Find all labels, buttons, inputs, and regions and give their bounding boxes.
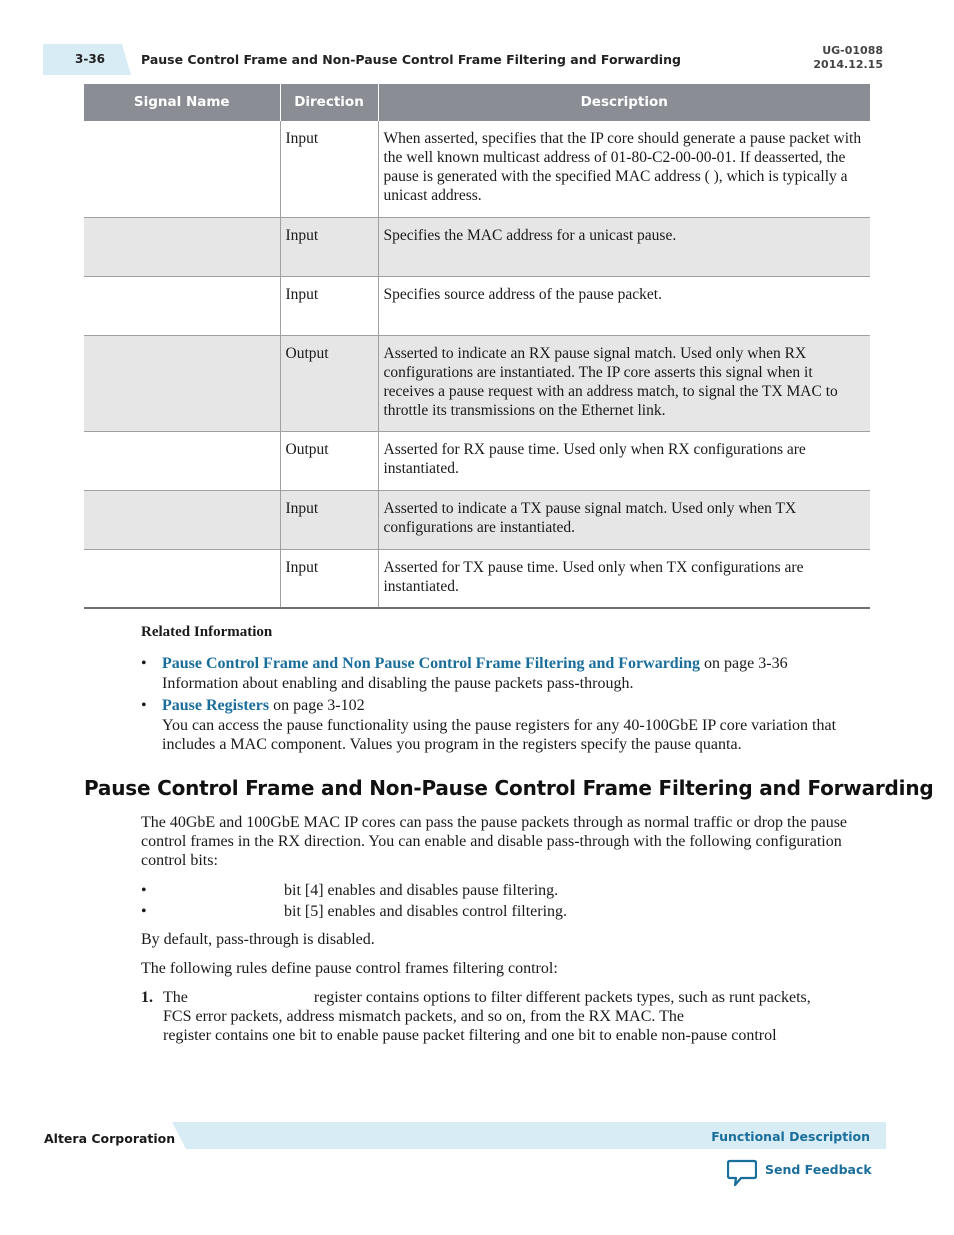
cell-direction: Input [280, 490, 378, 549]
table-row [84, 217, 870, 276]
page-number: 3-36 [75, 52, 106, 66]
col-header-description: Description [378, 84, 870, 121]
section-heading: Pause Control Frame and Non-Pause Control Frame Filtering and Forwarding [84, 776, 934, 800]
cell-description: Specifies the MAC address for a unicast pause. [378, 217, 870, 276]
doc-id: UG-01088 [822, 44, 883, 57]
send-feedback-link[interactable]: Send Feedback [765, 1162, 872, 1177]
bit-desc: bit [4] enables and disables pause filtering. [284, 882, 559, 899]
link-page-ref: on page 3-36 [700, 655, 788, 672]
cell-signal [84, 549, 280, 608]
rule-text [163, 988, 861, 1045]
rules-intro: The following rules define pause control frames filtering control: [141, 960, 558, 977]
rule-text-line: register contains one bit to enable pause packet filtering and one bit to enable non-pause control [163, 1027, 777, 1044]
list-item [141, 654, 861, 693]
cell-direction: Input [280, 549, 378, 608]
list-item [141, 696, 861, 755]
related-info-list [141, 654, 861, 755]
table-row [84, 431, 870, 490]
table-row [84, 490, 870, 549]
running-title: Pause Control Frame and Non-Pause Control Frame Filtering and Forwarding [141, 52, 681, 67]
cell-signal [84, 217, 280, 276]
table-row [84, 335, 870, 431]
bullet-icon: • [141, 882, 147, 899]
section-intro: The 40GbE and 100GbE MAC IP cores can pass the pause packets through as normal traffic or drop the pause control frames in the RX direction. You can enable and disable pass-through with the following configuration control bits: [141, 814, 848, 869]
cell-signal [84, 121, 280, 217]
link-pause-filtering[interactable]: Pause Control Frame and Non Pause Control Frame Filtering and Forwarding [162, 655, 701, 672]
cell-signal [84, 490, 280, 549]
bullet-icon: • [141, 697, 147, 714]
cell-direction: Output [280, 431, 378, 490]
cell-signal [84, 431, 280, 490]
cell-direction: Output [280, 335, 378, 431]
list-item [141, 880, 861, 901]
cell-direction: Input [280, 276, 378, 335]
cell-direction: Input [280, 121, 378, 217]
cell-description: Asserted for RX pause time. Used only when RX configurations are instantiated. [378, 431, 870, 490]
cell-description: Specifies source address of the pause packet. [378, 276, 870, 335]
cell-signal [84, 276, 280, 335]
col-header-direction: Direction [280, 84, 378, 121]
cell-signal [84, 335, 280, 431]
link-pause-registers[interactable]: Pause Registers [162, 697, 270, 714]
config-bits-list [141, 880, 861, 922]
cell-description: Asserted for TX pause time. Used only when TX configurations are instantiated. [378, 549, 870, 608]
cell-description: Asserted to indicate a TX pause signal match. Used only when TX configurations are instantiated. [378, 490, 870, 549]
chapter-link[interactable]: Functional Description [711, 1129, 870, 1144]
table-row [84, 276, 870, 335]
list-item [141, 901, 861, 922]
table-row [84, 549, 870, 608]
company-name: Altera Corporation [44, 1131, 176, 1146]
signal-table [84, 84, 870, 609]
feedback-icon[interactable] [727, 1159, 757, 1187]
doc-date: 2014.12.15 [813, 58, 883, 71]
default-note: By default, pass-through is disabled. [141, 931, 375, 948]
list-number: 1. [141, 989, 153, 1006]
bullet-icon: • [141, 903, 147, 920]
cell-description: Asserted to indicate an RX pause signal match. Used only when RX configurations are instantiated. The IP core asserts this signal when it receives a pause request with an address match, to signal the TX MAC to throttle its transmissions on the Ethernet link. [378, 335, 870, 431]
rules-list [141, 988, 861, 1045]
rule-text-line: FCS error packets, address mismatch packets, and so on, from the RX MAC. The [163, 1008, 684, 1025]
rule-text-part: The [163, 989, 188, 1006]
related-desc: You can access the pause functionality using the pause registers for any 40-100GbE IP core variation that includes a MAC component. Values you program in the registers specify the pause quanta. [162, 716, 837, 753]
cell-description: When asserted, specifies that the IP core should generate a pause packet with the well known multicast address of 01-80-C2-00-00-01. If deasserted, the pause is generated with the specified MAC address ( ), which is typically a unicast address. [378, 121, 870, 217]
bullet-icon: • [141, 655, 147, 672]
cell-direction: Input [280, 217, 378, 276]
related-info-heading: Related Information [141, 624, 273, 640]
bit-desc: bit [5] enables and disables control filtering. [284, 903, 568, 920]
rule-text-part: register contains options to filter different packets types, such as runt packets, [313, 989, 811, 1006]
table-header-row [84, 84, 870, 121]
doc-info [813, 44, 883, 72]
link-page-ref: on page 3-102 [269, 697, 365, 714]
related-desc: Information about enabling and disabling the pause packets pass-through. [162, 674, 634, 692]
table-row [84, 121, 870, 217]
col-header-signal: Signal Name [84, 84, 280, 121]
